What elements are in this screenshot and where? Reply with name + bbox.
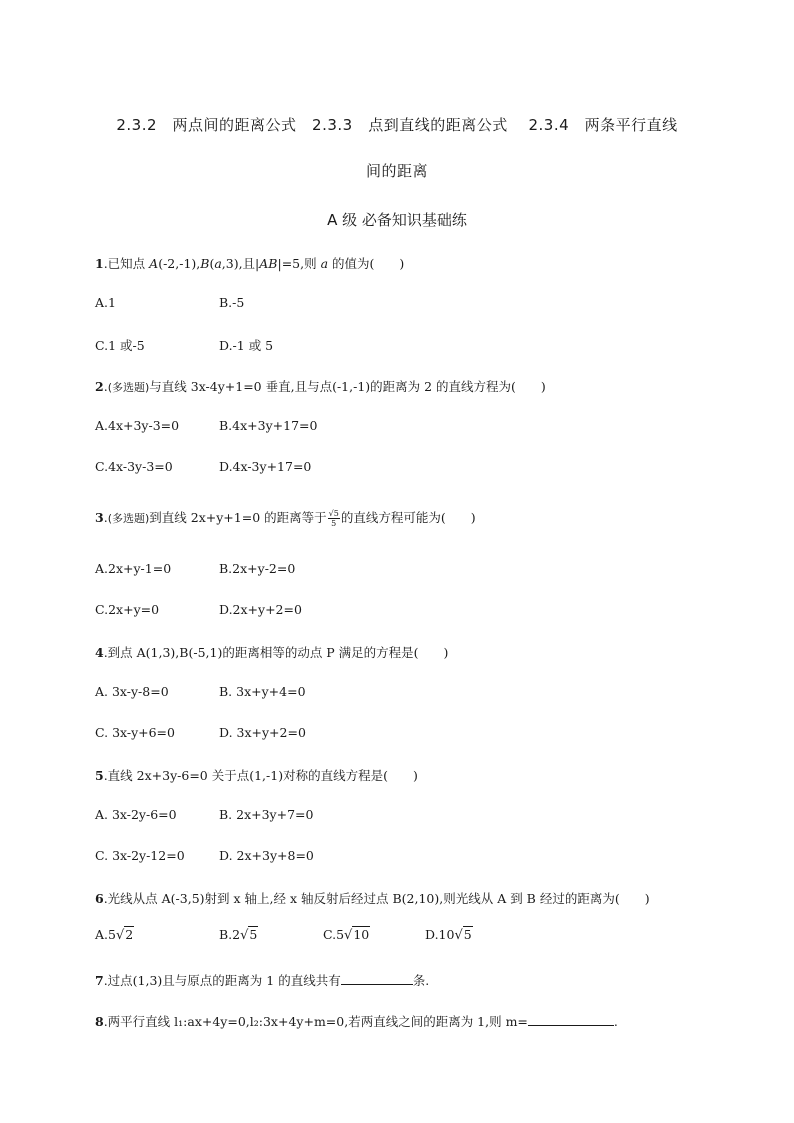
- option-2a[interactable]: A.4x+3y-3=0: [95, 418, 180, 433]
- option-4b[interactable]: B. 3x+y+4=0: [219, 684, 306, 699]
- option-3d[interactable]: D.2x+y+2=0: [219, 602, 302, 617]
- fraction-sqrt5-over-5: $\frac{√5}{5}$: [328, 509, 339, 528]
- question-5: 5.直线 2x+3y-6=0 关于点(1,-1)对称的直线方程是( ): [95, 768, 418, 783]
- question-7: 7.过点(1,3)且与原点的距离为 1 的直线共有 条.: [95, 973, 430, 988]
- option-5d[interactable]: D. 2x+3y+8=0: [219, 848, 314, 863]
- page-title: 2.3.2 两点间的距离公式 2.3.3 点到直线的距离公式 2.3.4 两条平行直线: [116, 116, 678, 134]
- question-2: 2.(多选题)与直线 3x-4y+1=0 垂直,且与点(-1,-1)的距离为 2 的直线方程为( ): [95, 379, 546, 394]
- option-6b[interactable]: B.2√5: [219, 927, 258, 943]
- option-2c[interactable]: C.4x-3y-3=0: [95, 459, 173, 474]
- question-4: 4.到点 A(1,3),B(-5,1)的距离相等的动点 P 满足的方程是( ): [95, 645, 449, 660]
- option-4a[interactable]: A. 3x-y-8=0: [95, 684, 169, 699]
- option-4d[interactable]: D. 3x+y+2=0: [219, 725, 306, 740]
- option-2b[interactable]: B.4x+3y+17=0: [219, 418, 318, 433]
- option-1c[interactable]: C.1 或-5: [95, 338, 145, 353]
- question-6: 6.光线从点 A(-3,5)射到 x 轴上,经 x 轴反射后经过点 B(2,10),则光线从 A 到 B 经过的距离为( ): [95, 891, 650, 906]
- option-3c[interactable]: C.2x+y=0: [95, 602, 160, 617]
- answer-blank-8[interactable]: [528, 1025, 614, 1026]
- option-4c[interactable]: C. 3x-y+6=0: [95, 725, 175, 740]
- option-5c[interactable]: C. 3x-2y-12=0: [95, 848, 185, 863]
- option-6d[interactable]: D.10√5: [425, 927, 472, 943]
- question-3: 3.(多选题)到直线 2x+y+1=0 的距离等于 $\frac{√5}{5}$ 的直线方程可能为( ): [95, 509, 476, 528]
- option-1d[interactable]: D.-1 或 5: [219, 338, 274, 353]
- answer-blank-7[interactable]: [341, 984, 413, 985]
- option-5a[interactable]: A. 3x-2y-6=0: [95, 807, 177, 822]
- option-1b[interactable]: B.-5: [219, 295, 245, 310]
- question-1: 1.已知点 A(-2,-1),B(a,3),且|AB|=5,则 a 的值为( ): [95, 256, 405, 271]
- option-1a[interactable]: A.1: [95, 295, 116, 310]
- section-heading: A 级 必备知识基础练: [327, 211, 467, 229]
- page-title-continued: 间的距离: [365, 162, 428, 180]
- option-6a[interactable]: A.5√2: [95, 927, 134, 943]
- option-6c[interactable]: C.5√10: [323, 927, 370, 943]
- option-2d[interactable]: D.4x-3y+17=0: [219, 459, 312, 474]
- option-3b[interactable]: B.2x+y-2=0: [219, 561, 296, 576]
- question-8: 8.两平行直线 l₁:ax+4y=0,l₂:3x+4y+m=0,若两直线之间的距离为 1,则 m= .: [95, 1014, 618, 1029]
- option-5b[interactable]: B. 2x+3y+7=0: [219, 807, 314, 822]
- option-3a[interactable]: A.2x+y-1=0: [95, 561, 172, 576]
